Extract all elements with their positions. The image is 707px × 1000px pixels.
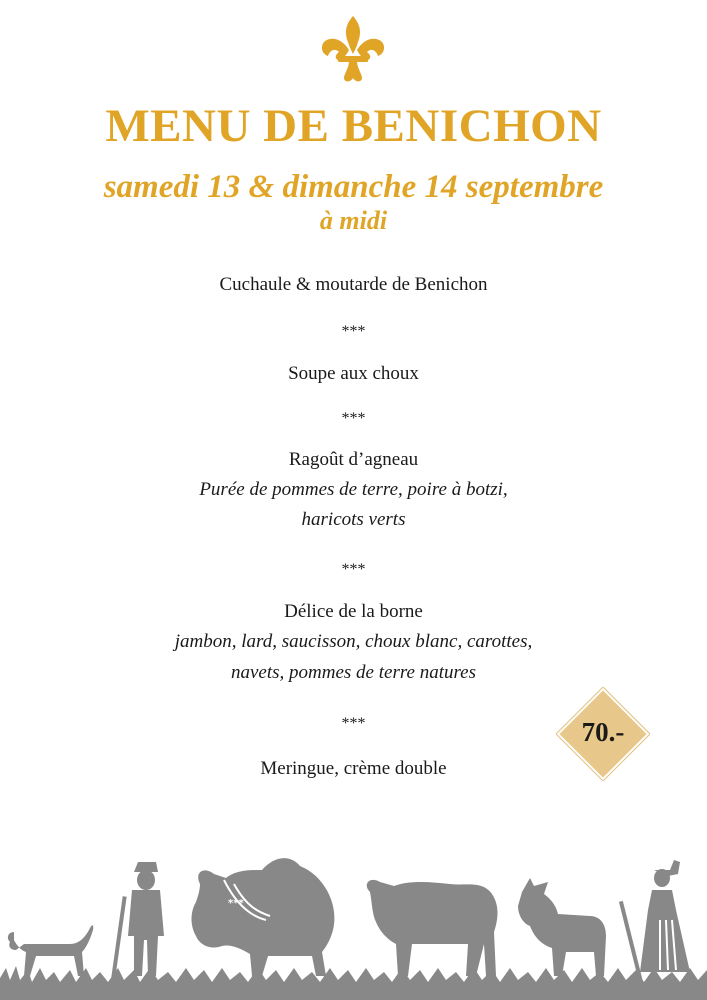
separator: *** [341,715,366,732]
course-platter-description: jambon, lard, saucisson, choux blanc, carottes, [174,631,533,652]
separator: *** [341,410,366,427]
event-dates: samedi 13 & dimanche 14 septembre [103,169,604,205]
poya-silhouette-illustration [0,840,707,1000]
course-main: Ragoût d’agneau [288,449,419,470]
separator: *** [341,561,366,578]
course-platter: Délice de la borne [284,601,423,622]
course-platter-description: navets, pommes de terre natures [230,662,476,683]
fleur-de-lis-icon [318,14,388,84]
course-main-description: Purée de pommes de terre, poire à botzi, [199,479,508,500]
course-starter: Cuchaule & moutarde de Benichon [219,274,488,295]
separator: *** [341,323,366,340]
course-dessert: Meringue, crème double [260,758,447,779]
event-time: à midi [319,206,388,235]
course-main-description: haricots verts [301,509,406,530]
cow-collar-stars: *** [228,898,244,909]
price-label: 70.- [581,717,625,747]
menu-title: MENU DE BENICHON [105,100,602,152]
course-soup: Soupe aux choux [288,363,419,384]
